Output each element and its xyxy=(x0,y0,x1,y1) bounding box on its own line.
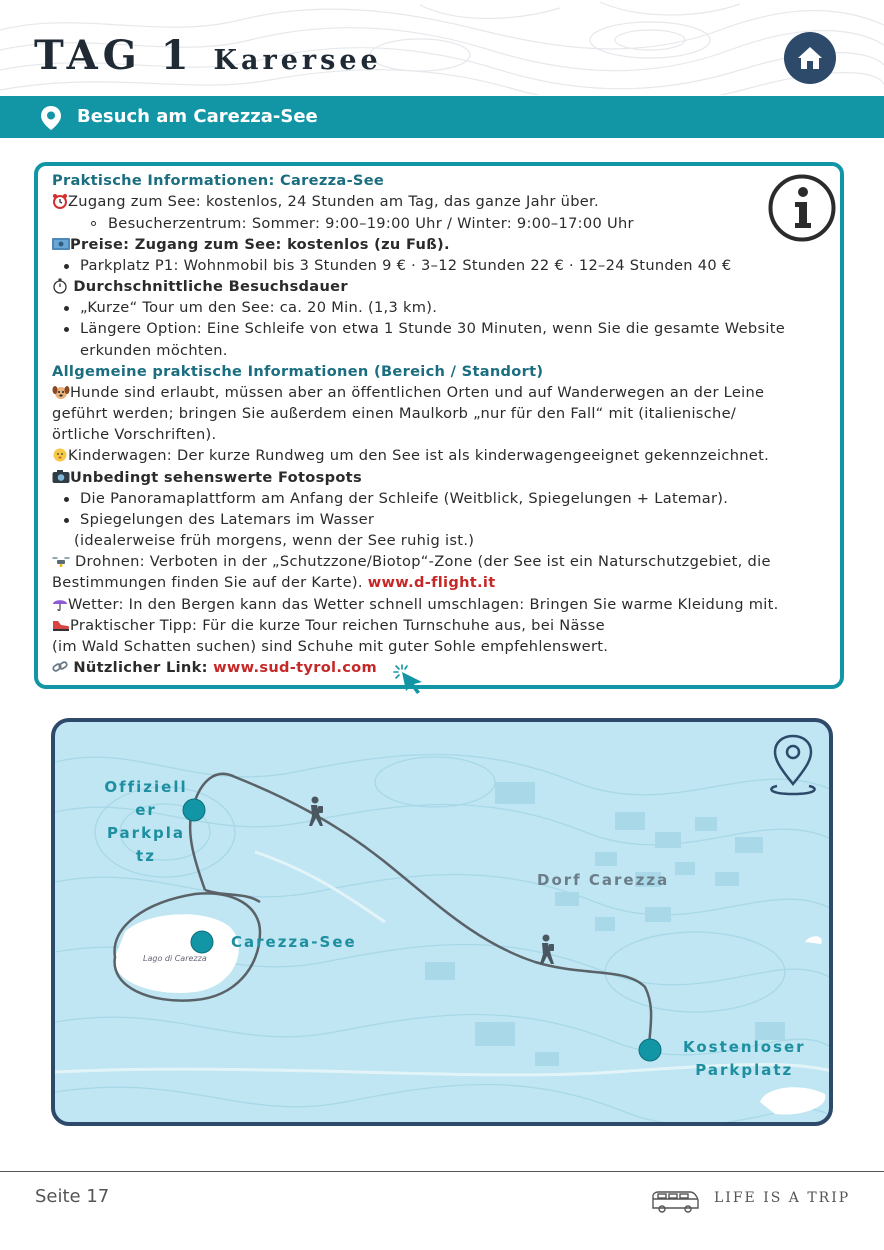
useful-link-line xyxy=(52,659,377,677)
weather-text: Wetter: In den Bergen kann das Wetter schnell umschlagen: Bringen Sie warme Kleidung mit. xyxy=(68,596,779,613)
alarm-clock-icon xyxy=(52,193,68,209)
lake-label: Carezza-See xyxy=(231,933,357,951)
brand-logo-text: LIFE IS A TRIP xyxy=(714,1190,851,1206)
access-line xyxy=(52,193,599,211)
photo-spot-2-note: (idealerweise früh morgens, wenn der See ruhig ist.) xyxy=(74,532,475,549)
link-icon xyxy=(52,660,68,674)
dogs-line xyxy=(52,384,764,402)
tip-text: Praktischer Tipp: Für die kurze Tour reichen Turnschuhe aus, bei Nässe xyxy=(70,617,605,634)
village-label: Dorf Carezza xyxy=(537,871,670,889)
click-cursor-icon xyxy=(392,662,428,694)
parking-price-text: Parkplatz P1: Wohnmobil bis 3 Stunden 9 € · 3–12 Stunden 22 € · 12–24 Stunden 40 € xyxy=(80,257,732,274)
page-number: Seite 17 xyxy=(35,1186,110,1207)
drone-text-cont: Bestimmungen finden Sie auf der Karte). xyxy=(52,574,363,591)
info-icon xyxy=(768,174,836,242)
footer-divider xyxy=(0,1171,884,1172)
bullet xyxy=(64,518,69,523)
day-label: TAG 1 xyxy=(34,32,194,79)
home-button[interactable] xyxy=(784,32,836,84)
page-title xyxy=(34,32,382,79)
photo-heading: Unbedingt sehenswerte Fotospots xyxy=(70,469,362,486)
duration-line xyxy=(52,278,348,296)
location-pin-icon xyxy=(40,105,62,131)
info-heading: Praktische Informationen: Carezza-See xyxy=(52,172,385,189)
photo-spot-2: Spiegelungen des Latemars im Wasser xyxy=(80,511,375,528)
hiker-icon xyxy=(540,935,554,965)
visitor-center-text: Besucherzentrum: Sommer: 9:00–19:00 Uhr / Winter: 9:00–17:00 Uhr xyxy=(108,215,634,232)
tip-line xyxy=(52,617,605,635)
map-pin-icon xyxy=(771,736,814,794)
d-flight-link[interactable]: www.d-flight.it xyxy=(367,574,496,591)
sneaker-icon xyxy=(52,618,70,632)
drone-line xyxy=(52,553,771,571)
long-option-text: Längere Option: Eine Schleife von etwa 1 Stunde 30 Minuten, wenn Sie die gesamte Website xyxy=(80,320,786,337)
drone-icon xyxy=(52,554,70,568)
prices-heading: Preise: Zugang zum See: kostenlos (zu Fuß). xyxy=(70,236,450,253)
duration-heading: Durchschnittliche Besuchsdauer xyxy=(73,278,348,295)
drone-text: Drohnen: Verboten in der „Schutzzone/Biotop“-Zone (der See ist ein Naturschutzgebiet, die xyxy=(74,553,771,570)
stroller-line xyxy=(52,447,769,465)
camper-van-icon xyxy=(650,1190,700,1214)
home-icon xyxy=(795,44,825,72)
tip-text-cont: (im Wald Schatten suchen) sind Schuhe mit guter Sohle empfehlenswert. xyxy=(52,638,609,655)
dog-face-icon xyxy=(52,384,70,400)
stopwatch-icon xyxy=(52,278,68,294)
photo-line xyxy=(52,469,362,487)
short-tour-text: „Kurze“ Tour um den See: ca. 20 Min. (1,3 km). xyxy=(80,299,438,316)
weather-line xyxy=(52,596,779,614)
hiker-icon xyxy=(309,797,323,827)
sud-tyrol-link[interactable]: www.sud-tyrol.com xyxy=(213,659,377,676)
bullet xyxy=(64,264,69,269)
general-heading: Allgemeine praktische Informationen (Bereich / Standort) xyxy=(52,363,544,380)
stroller-text: Kinderwagen: Der kurze Rundweg um den See ist als kinderwagengeeignet gekennzeichnet. xyxy=(68,447,770,464)
photo-spot-1: Die Panoramaplattform am Anfang der Schleife (Weitblick, Spiegelungen + Latemar). xyxy=(80,490,729,507)
official-parking-label: Offiziell er Parkpla tz xyxy=(104,778,188,865)
baby-face-icon xyxy=(52,447,68,463)
dogs-text-end: örtliche Vorschriften). xyxy=(52,426,217,443)
dogs-text: Hunde sind erlaubt, müssen aber an öffentlichen Orten und auf Wanderwegen an der Leine xyxy=(70,384,765,401)
access-text: Zugang zum See: kostenlos, 24 Stunden am Tag, das ganze Jahr über. xyxy=(68,193,599,210)
umbrella-icon xyxy=(52,596,68,612)
bullet xyxy=(64,327,69,332)
useful-link-label: Nützlicher Link: xyxy=(73,659,208,676)
section-banner xyxy=(0,96,884,138)
sub-bullet xyxy=(91,221,96,226)
bullet xyxy=(64,497,69,502)
camera-icon xyxy=(52,469,70,484)
lake-map-label: Lago di Carezza xyxy=(143,954,207,963)
money-icon xyxy=(52,237,70,251)
place-label: Karersee xyxy=(213,45,382,76)
area-map xyxy=(51,718,833,1126)
prices-line xyxy=(52,236,450,254)
bullet xyxy=(64,306,69,311)
long-option-text-cont: erkunden möchten. xyxy=(80,342,228,359)
free-parking-label: Kostenloser Parkplatz xyxy=(683,1038,806,1079)
dogs-text-cont: geführt werden; bringen Sie außerdem einen Maulkorb „nur für den Fall“ mit (italienische/ xyxy=(52,405,737,422)
section-title: Besuch am Carezza-See xyxy=(77,106,318,127)
